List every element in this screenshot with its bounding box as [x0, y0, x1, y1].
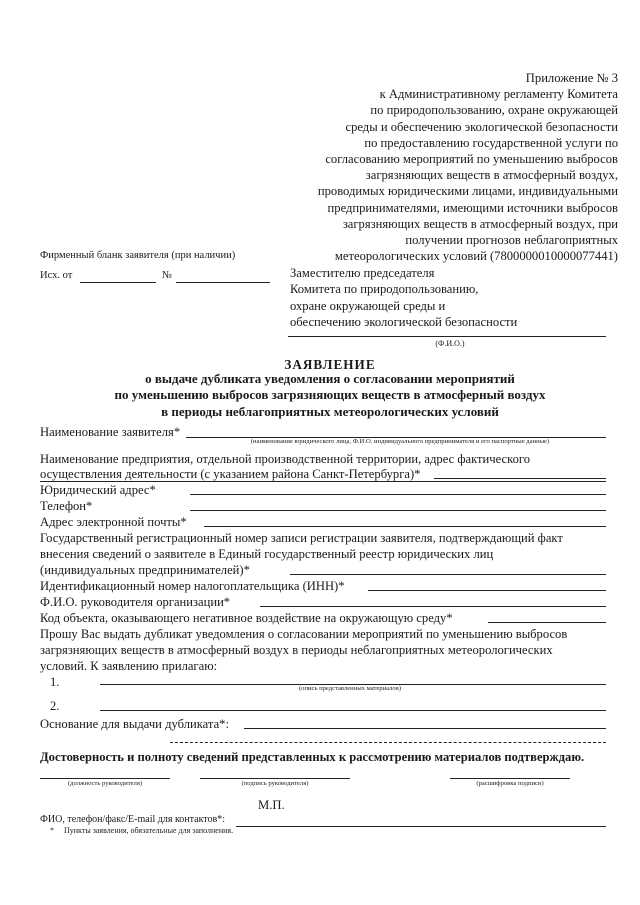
appendix-line: предпринимателями, имеющими источники выбросов: [327, 200, 618, 215]
footnote-mark: *: [50, 826, 54, 835]
contacts-field[interactable]: [236, 826, 606, 827]
attachment-number-1: 1.: [50, 675, 60, 689]
request-line2: загрязняющих веществ в атмосферный воздух в периоды неблагоприятных метеорологических: [40, 643, 553, 657]
position-caption: (должность руководителя): [67, 780, 143, 787]
applicant-name-label: Наименование заявителя*: [40, 425, 181, 439]
addressee-line: обеспечению экологической безопасности: [290, 315, 518, 330]
ogrn-label-line1: Государственный регистрационный номер записи регистрации заявителя, подтверждающий факт: [40, 531, 563, 545]
enterprise-label-line2: осуществления деятельности (с указанием района Санкт-Петербурга)*: [40, 467, 421, 481]
appendix-line: метеорологических условий (7800000010000077441): [334, 249, 618, 264]
subtitle-line: по уменьшению выбросов загрязняющих веществ в атмосферный воздух: [114, 387, 546, 403]
enterprise-label-line1: Наименование предприятия, отдельной производственной территории, адрес фактического: [40, 452, 531, 466]
legal-address-label: Юридический адрес*: [40, 483, 156, 497]
decoding-caption: (расшифровка подписи): [476, 780, 544, 787]
stamp-label: М.П.: [258, 798, 285, 812]
decoding-field[interactable]: [450, 778, 570, 779]
director-field[interactable]: [260, 606, 606, 607]
addressee-line: охране окружающей среды и: [290, 298, 446, 313]
basis-field[interactable]: [244, 728, 606, 729]
ogrn-label-line2: внесения сведений о заявителе в Единый государственный реестр юридических лиц: [40, 547, 494, 561]
object-code-field[interactable]: [488, 622, 606, 623]
position-signature-field[interactable]: [40, 778, 170, 779]
basis-label: Основание для выдачи дубликата*:: [40, 717, 229, 731]
letterhead-label: Фирменный бланк заявителя (при наличии): [40, 250, 236, 261]
appendix-line: загрязняющих веществ в атмосферный воздух,: [365, 168, 618, 183]
subtitle-line: в периоды неблагоприятных метеорологических условий: [161, 403, 499, 419]
addressee-line: Комитета по природопользованию,: [290, 282, 479, 297]
applicant-caption: (наименование юридического лица, Ф.И.О. индивидуального предпринимателя и его паспортные данные): [250, 438, 550, 445]
attachment-field-2[interactable]: [100, 710, 606, 711]
addressee-fio-field[interactable]: [288, 336, 606, 337]
request-line3: условий. К заявлению прилагаю:: [40, 659, 218, 673]
appendix-line: по природопользованию, охране окружающей: [370, 103, 618, 118]
addressee-block: [290, 265, 517, 331]
confirmation-text: Достоверность и полноту сведений представленных к рассмотрению материалов подтверждаю.: [40, 750, 585, 764]
subtitle-line: о выдаче дубликата уведомления о согласовании мероприятий: [145, 371, 515, 386]
appendix-line: загрязняющих веществ в атмосферный воздух, при: [342, 216, 618, 231]
attachment-number-2: 2.: [50, 699, 60, 713]
appendix-line: согласованию мероприятий по уменьшению выбросов: [325, 152, 618, 167]
director-label: Ф.И.О. руководителя организации*: [40, 595, 231, 609]
contacts-label: ФИО, телефон/факс/E-mail для контактов*:: [40, 814, 226, 825]
ogrn-label-line3: (индивидуальных предпринимателей)*: [40, 563, 250, 577]
email-field[interactable]: [204, 526, 606, 527]
outgoing-date-field[interactable]: [80, 282, 156, 283]
appendix-line: Приложение № 3: [525, 71, 618, 85]
inn-field[interactable]: [368, 590, 606, 591]
basis-field-line2[interactable]: [170, 742, 606, 743]
ogrn-field[interactable]: [290, 574, 606, 575]
fio-caption: (Ф.И.О.): [435, 339, 465, 348]
email-label: Адрес электронной почты*: [40, 515, 187, 529]
phone-field[interactable]: [190, 510, 606, 511]
enterprise-field[interactable]: [434, 478, 606, 479]
number-label: №: [162, 270, 173, 281]
appendix-line: по предоставлению государственной услуги по: [364, 135, 618, 150]
phone-label: Телефон*: [40, 499, 93, 513]
footnote: [50, 826, 233, 835]
inn-label: Идентификационный номер налогоплательщика (ИНН)*: [40, 579, 345, 593]
outgoing-number-field[interactable]: [176, 282, 270, 283]
request-line1: Прошу Вас выдать дубликат уведомления о согласовании мероприятий по уменьшению выбросов: [40, 627, 568, 641]
outgoing-label: Исх. от: [40, 270, 73, 281]
legal-address-field[interactable]: [190, 494, 606, 495]
appendix-line: к Административному регламенту Комитета: [379, 87, 618, 102]
addressee-line: Заместителю председателя: [290, 266, 435, 280]
outgoing-reference: [40, 270, 280, 286]
object-code-label: Код объекта, оказывающего негативное воздействие на окружающую среду*: [40, 611, 453, 625]
signature-field[interactable]: [200, 778, 350, 779]
appendix-line: среды и обеспечению экологической безопасности: [345, 119, 618, 134]
attachments-caption: (опись представленных материалов): [298, 685, 402, 692]
appendix-line: проводимых юридическими лицами, индивидуальными: [317, 184, 618, 199]
appendix-block: [258, 70, 618, 264]
footnote-text: Пункты заявления, обязательные для заполнения.: [64, 826, 234, 835]
document-subtitle: [40, 371, 620, 420]
document-title: ЗАЯВЛЕНИЕ: [284, 357, 376, 372]
appendix-line: получении прогнозов неблагоприятных: [405, 233, 618, 248]
signature-caption: (подпись руководителя): [241, 780, 309, 787]
